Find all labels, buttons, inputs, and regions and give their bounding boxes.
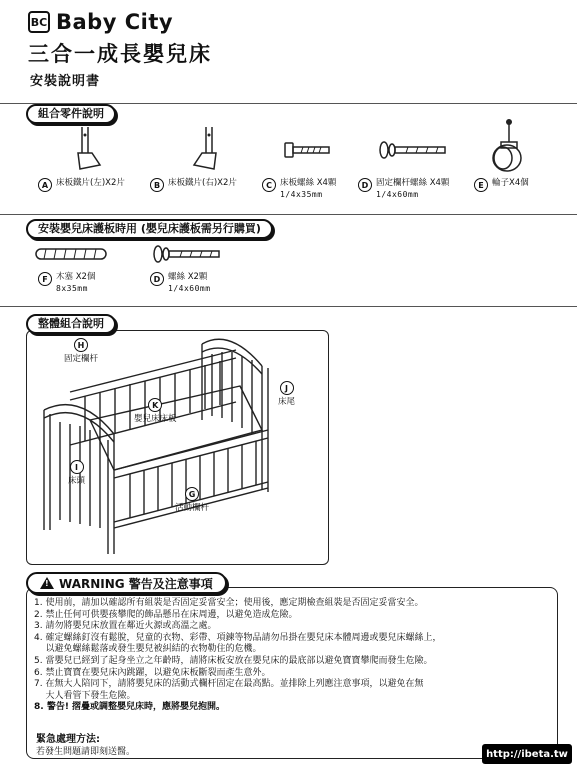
bed-screw-icon xyxy=(283,140,333,160)
part-label: 床板螺絲 X4顆 xyxy=(280,178,337,188)
callout-label: 床頭 xyxy=(68,476,86,486)
part-label: 床板鐵片(右)X2片 xyxy=(168,178,237,188)
page-subtitle: 安裝說明書 xyxy=(30,74,101,89)
warning-item: 6. 禁止寶寶在嬰兒床內跳躍，以避免床板斷裂而產生意外。 xyxy=(34,667,271,678)
callout-g xyxy=(175,487,209,513)
section-divider xyxy=(0,214,577,215)
part-letter-badge: D xyxy=(150,272,164,286)
caster-wheel-icon xyxy=(487,118,527,174)
part-c xyxy=(262,178,336,201)
part-spec: 1/4x60mm xyxy=(168,284,211,293)
part-letter-badge: B xyxy=(150,178,164,192)
bracket-left-icon xyxy=(72,125,106,173)
guard-screw-icon xyxy=(152,242,222,266)
callout-letter-badge: G xyxy=(185,487,199,501)
callout-letter-badge: H xyxy=(74,338,88,352)
warning-item: 以避免螺絲鬆落或發生嬰兒被糾結的衣物勒住的危機。 xyxy=(34,644,262,655)
assembly-section-heading: 整體組合說明 xyxy=(26,314,116,334)
callout-letter-badge: J xyxy=(280,381,294,395)
part-label: 輪子X4個 xyxy=(492,178,529,188)
guard-part-d xyxy=(150,272,211,295)
wood-dowel-icon xyxy=(34,246,110,262)
callout-letter-badge: I xyxy=(70,460,84,474)
part-spec: 1/4x60mm xyxy=(376,190,419,199)
rail-screw-icon xyxy=(378,138,448,162)
warning-item: 5. 當嬰兒已經到了起身坐立之年齡時，請將床板安放在嬰兒床的最底部以避免寶寶攀爬而發生危險。 xyxy=(34,655,433,666)
part-letter-badge: D xyxy=(358,178,372,192)
warning-item: 7. 在無大人陪同下，請將嬰兒床的活動式欄杆固定在最高點。並排除上列應注意事項，以避免在無 xyxy=(34,679,424,690)
callout-h xyxy=(64,338,98,364)
part-spec: 1/4x35mm xyxy=(280,190,323,199)
brand-name: Baby City xyxy=(56,10,174,34)
part-letter-badge: A xyxy=(38,178,52,192)
part-label: 固定欄杆螺絲 X4顆 xyxy=(376,178,450,188)
callout-k xyxy=(134,398,177,424)
warning-triangle-icon xyxy=(40,577,54,589)
part-spec: 8x35mm xyxy=(56,284,88,293)
callout-i xyxy=(68,460,85,486)
warning-item: 大人看管下發生危險。 xyxy=(34,690,136,701)
crib-diagram xyxy=(30,330,326,562)
part-letter-badge: F xyxy=(38,272,52,286)
callout-j xyxy=(278,381,295,407)
bracket-right-icon xyxy=(188,125,222,173)
part-letter-badge: C xyxy=(262,178,276,192)
part-label: 床板鐵片(左)X2片 xyxy=(56,178,125,188)
part-d xyxy=(358,178,449,201)
warning-item: 2. 禁止任何可供嬰孩攀爬的飾品懸吊在床周邊，以避免造成危險。 xyxy=(34,609,298,620)
parts-section-heading: 組合零件說明 xyxy=(26,104,116,124)
watermark: http://ibeta.tw xyxy=(482,744,572,764)
warning-heading xyxy=(26,572,227,594)
part-a xyxy=(38,178,125,192)
brand-logo: BC xyxy=(28,11,50,33)
part-b xyxy=(150,178,237,192)
warning-item: 8. 警告! 摺疊或調整嬰兒床時，應將嬰兒抱開。 xyxy=(34,702,226,713)
callout-letter-badge: K xyxy=(148,398,162,412)
part-e xyxy=(474,178,529,192)
warning-heading-text: WARNING 警告及注意事項 xyxy=(59,576,213,591)
callout-label: 活動欄杆 xyxy=(175,503,210,513)
callout-label: 床尾 xyxy=(278,397,296,407)
page-title: 三合一成長嬰兒床 xyxy=(28,42,212,66)
emergency-text: 若發生問題請即刻送醫。 xyxy=(36,747,136,757)
warning-item: 1. 使用前，請加以確認所有組裝是否固定妥當安全；使用後，應定期檢查組裝是否固定妥當安全。 xyxy=(34,598,424,608)
guard-part-f xyxy=(38,272,95,295)
part-label: 螺絲 X2顆 xyxy=(168,272,208,282)
emergency-heading: 緊急處理方法: xyxy=(36,734,100,745)
emergency-section xyxy=(36,734,135,758)
callout-label: 固定欄杆 xyxy=(64,354,99,364)
warning-list xyxy=(34,598,554,714)
warning-item: 3. 請勿將嬰兒床放置在鄰近火源或高溫之處。 xyxy=(34,621,217,632)
brand xyxy=(28,10,173,34)
part-label: 木塞 X2個 xyxy=(56,272,96,282)
callout-label: 嬰兒床床板 xyxy=(134,414,177,424)
section-divider xyxy=(0,306,577,307)
part-letter-badge: E xyxy=(474,178,488,192)
warning-item: 4. 確定螺絲釘沒有鬆脫，兒童的衣物、彩帶、項鍊等物品請勿吊掛在嬰兒床本體周邊或嬰兒床螺絲上， xyxy=(34,632,442,643)
guard-section-heading: 安裝嬰兒床護板時用 (嬰兒床護板需另行購買) xyxy=(26,219,273,239)
